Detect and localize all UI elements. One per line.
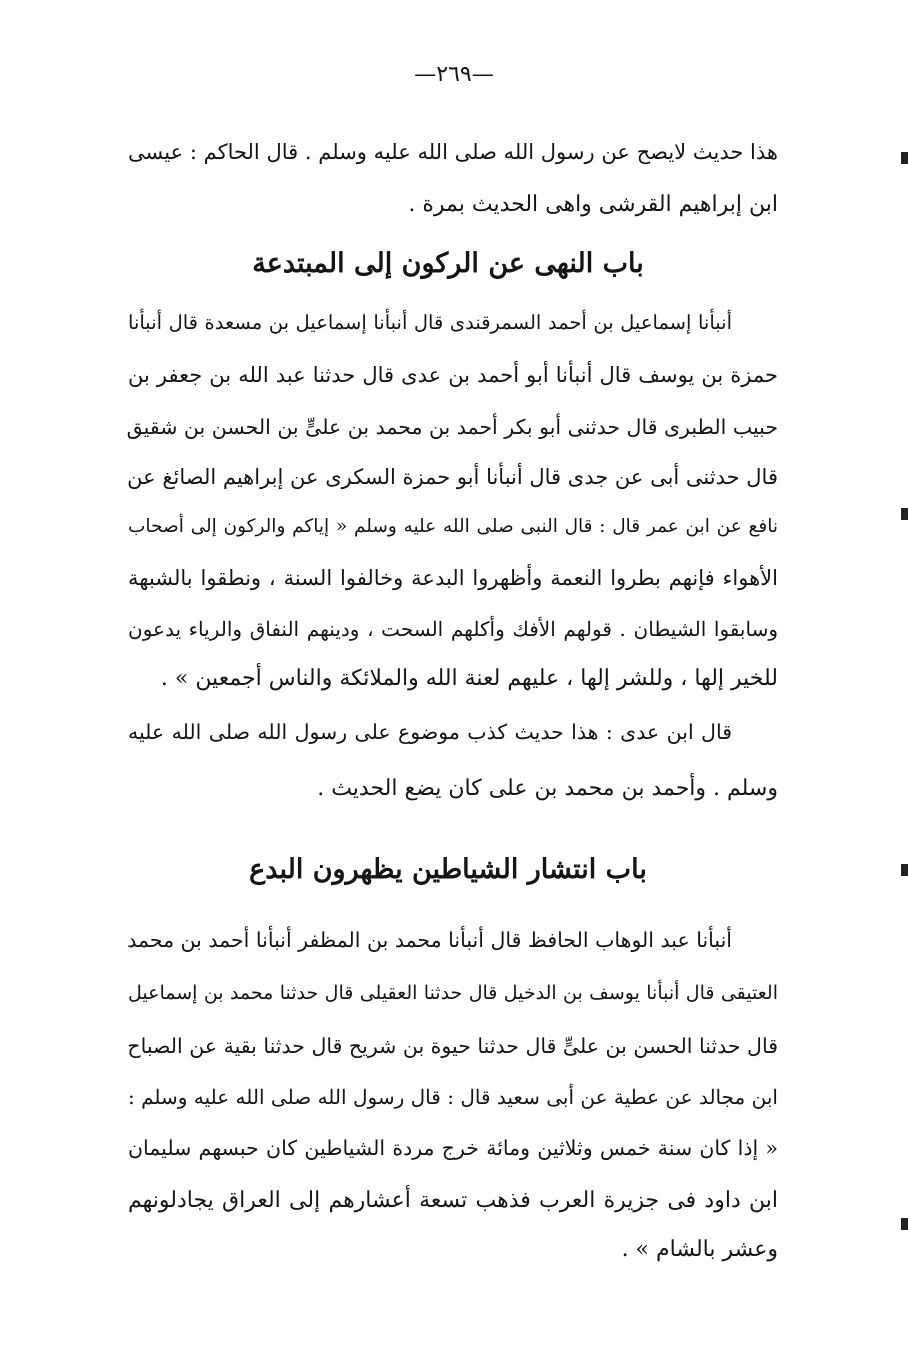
text-line: ابن داود فى جزيرة العرب فذهب تسعة أعشارهم إلى العراق يجادلونهم xyxy=(128,1188,778,1213)
page-number: —٢٦٩— xyxy=(414,62,494,87)
section-heading: باب النهى عن الركون إلى المبتدعة xyxy=(252,248,644,279)
text-line: نافع عن ابن عمر قال : قال النبى صلى الله عليه وسلم « إياكم والركون إلى أصحاب xyxy=(128,516,778,537)
text-line: وسلم . وأحمد بن محمد بن على كان يضع الحديث . xyxy=(317,776,778,801)
text-line: قال ابن عدى : هذا حديث كذب موضوع على رسول الله صلى الله عليه xyxy=(128,720,732,744)
text-line: الأهواء فإنهم بطروا النعمة وأظهروا البدعة وخالفوا السنة ، ونطقوا بالشبهة xyxy=(128,566,778,590)
text-line: « إذا كان سنة خمس وثلاثين ومائة خرج مردة الشياطين كان حبسهم سليمان xyxy=(128,1136,778,1160)
text-line: وعشر بالشام » . xyxy=(621,1237,778,1262)
text-line: قال حدثنى أبى عن جدى قال أنبأنا أبو حمزة السكرى عن إبراهيم الصائغ عن xyxy=(127,465,778,489)
text-line: ابن إبراهيم القرشى واهى الحديث بمرة . xyxy=(408,192,778,217)
scan-mark xyxy=(901,1218,908,1230)
section-heading: باب انتشار الشياطين يظهرون البدع xyxy=(249,854,647,885)
text-line: قال حدثنا الحسن بن علىٍّ قال حدثنا حيوة بن شريح قال حدثنا بقية عن الصباح xyxy=(127,1034,778,1058)
text-line: ابن مجالد عن عطية عن أبى سعيد قال : قال رسول الله صلى الله عليه وسلم : xyxy=(128,1085,778,1109)
text-line: العتيقى قال أنبأنا يوسف بن الدخيل قال حدثنا العقيلى قال حدثنا محمد بن إسماعيل xyxy=(128,982,778,1004)
text-line: وسابقوا الشيطان . قولهم الأفك وأكلهم السحت ، ودينهم النفاق والرياء يدعون xyxy=(128,617,778,641)
text-line: حمزة بن يوسف قال أنبأنا أبو أحمد بن عدى قال حدثنا عبد الله بن جعفر بن xyxy=(128,363,778,387)
scan-mark xyxy=(901,864,908,876)
text-line: هذا حديث لايصح عن رسول الله صلى الله عليه وسلم . قال الحاكم : عيسى xyxy=(128,140,778,164)
text-line: للخير إلها ، وللشر إلها ، عليهم لعنة الله والملائكة والناس أجمعين » . xyxy=(160,666,778,691)
text-line: أنبأنا عبد الوهاب الحافظ قال أنبأنا محمد بن المظفر أنبأنا أحمد بن محمد xyxy=(127,928,732,952)
text-line: حبيب الطبرى قال حدثنى أبو بكر أحمد بن محمد بن علىٍّ بن الحسن بن شقيق xyxy=(126,415,778,439)
text-line: أنبأنا إسماعيل بن أحمد السمرقندى قال أنبأنا إسماعيل بن مسعدة قال أنبأنا xyxy=(128,311,732,334)
scan-mark xyxy=(901,508,908,520)
scan-mark xyxy=(901,152,908,164)
